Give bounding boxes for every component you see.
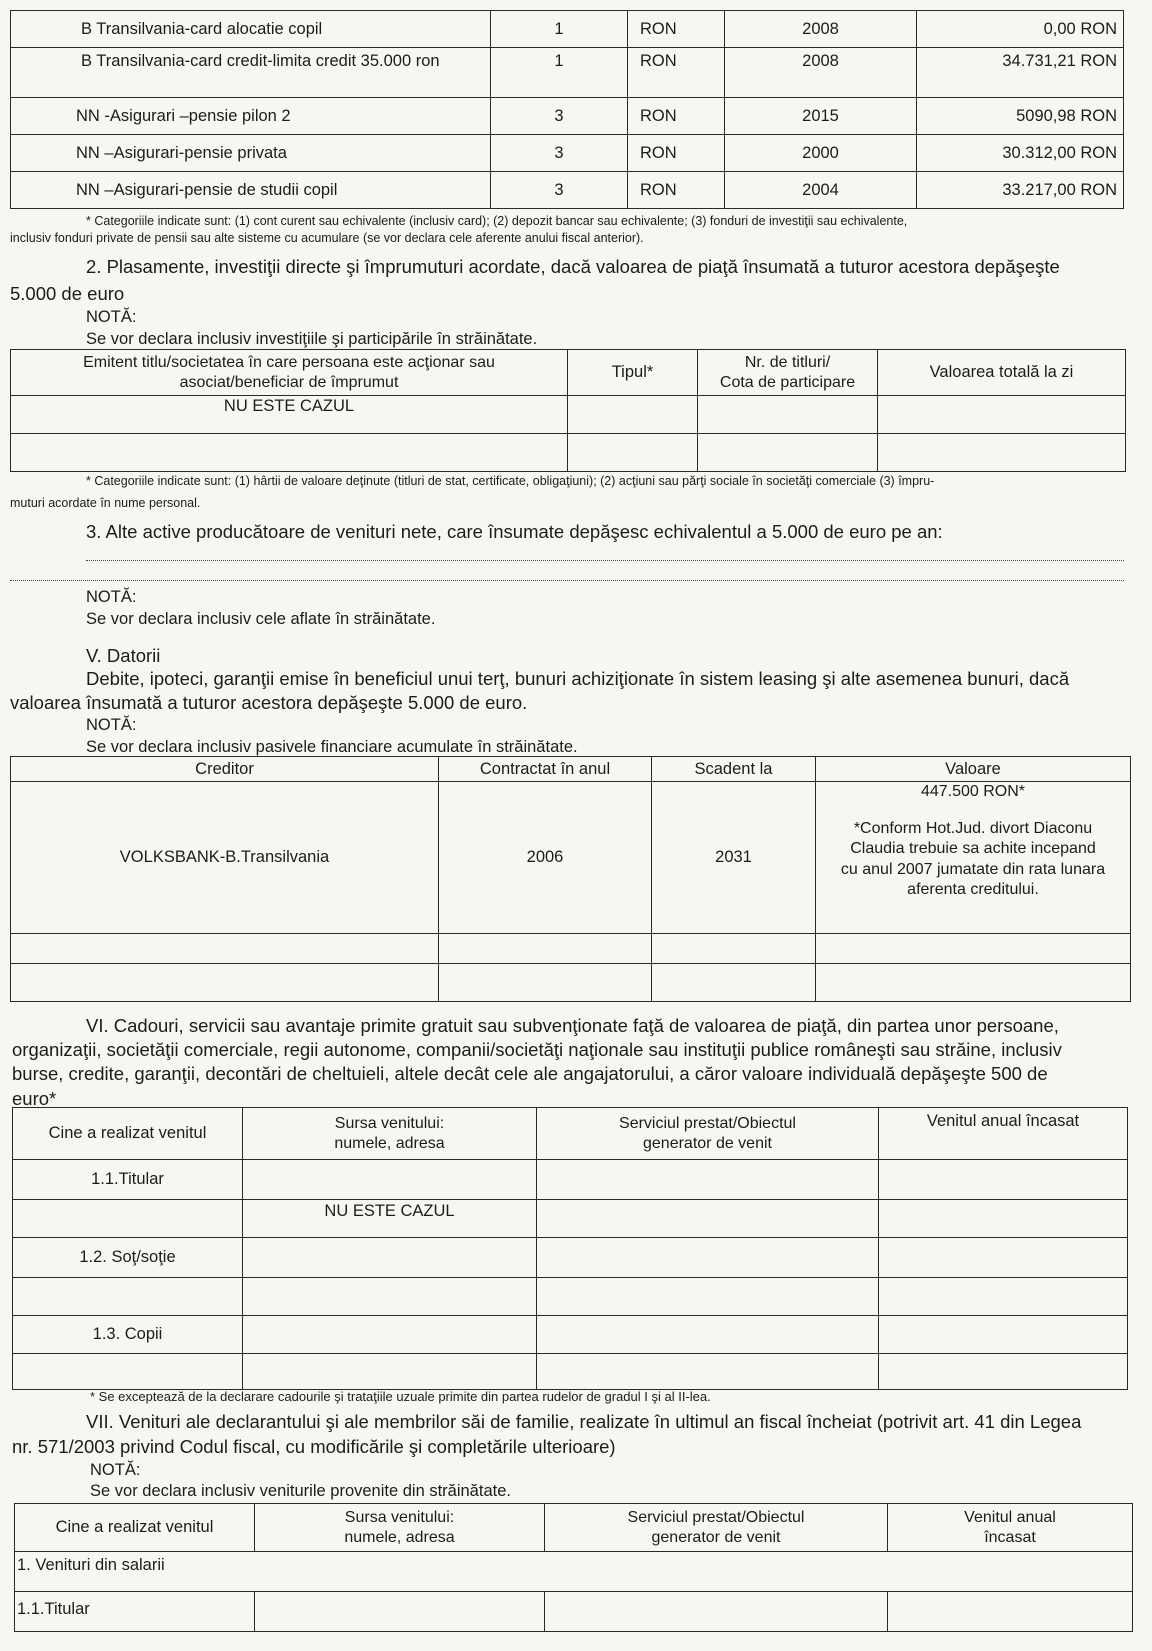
- count-column-header: [698, 350, 878, 396]
- section3-heading: 3. Alte active producătoare de venituri nete, care însumate depăşesc echivalentul a 5.000 de euro pe an:: [86, 521, 943, 542]
- issuer-column-header: [11, 350, 568, 396]
- empty-cell: [439, 964, 652, 1002]
- income-header-line1: Venitul anual: [964, 1508, 1056, 1526]
- service-header-line2: generator de venit: [643, 1134, 772, 1152]
- gifts-footnote: * Se exceptează de la declarare cadourile şi trataţiile uzuale primite din partea rudelor de gradul I şi al II-lea.: [90, 1389, 711, 1404]
- category-cell: 3: [491, 135, 628, 172]
- section-vii-heading-line2: nr. 571/2003 privind Codul fiscal, cu modificările şi completările ulterioare): [12, 1436, 616, 1457]
- year-cell: 2008: [725, 48, 917, 98]
- institution-cell: NN -Asigurari –pensie pilon 2: [11, 98, 491, 135]
- currency-cell: RON: [628, 172, 725, 209]
- creditor-column-header: Creditor: [11, 757, 439, 782]
- debt-note-line1: *Conform Hot.Jud. divort Diaconu: [853, 819, 1093, 837]
- empty-cell: [243, 1316, 537, 1354]
- debt-value-cell: [816, 782, 1131, 934]
- currency-cell: RON: [628, 98, 725, 135]
- institution-cell: B Transilvania-card alocatie copil: [11, 11, 491, 48]
- currency-cell: RON: [628, 48, 725, 98]
- section-vii-heading-line1: VII. Venituri ale declarantului şi ale membrilor săi de familie, realizate în ultimul an fiscal încheiat (potrivit art. 41 din Legea: [86, 1411, 1082, 1432]
- table-row: [15, 1504, 1133, 1552]
- contract-year-column-header: Contractat în anul: [439, 757, 652, 782]
- service-header-line2: generator de venit: [651, 1528, 781, 1546]
- table-row: [11, 172, 1124, 209]
- empty-cell: [13, 1200, 243, 1238]
- holder-row-label: 1.1.Titular: [15, 1592, 255, 1632]
- table-row: [13, 1354, 1128, 1390]
- dotted-line: [10, 580, 1124, 581]
- value-column-header: Valoarea totală la zi: [878, 350, 1126, 396]
- balance-cell: 5090,98 RON: [917, 98, 1124, 135]
- empty-cell: [879, 1278, 1128, 1316]
- empty-cell: [816, 964, 1131, 1002]
- debt-note-line3: cu anul 2007 jumatate din rata lunara: [840, 860, 1106, 878]
- table-row: [13, 1278, 1128, 1316]
- empty-cell: [545, 1592, 888, 1632]
- table-row: [11, 135, 1124, 172]
- empty-cell: [888, 1592, 1133, 1632]
- no-case-cell: NU ESTE CAZUL: [11, 396, 568, 434]
- currency-cell: RON: [628, 135, 725, 172]
- empty-cell: [568, 434, 698, 472]
- gifts-table: [12, 1107, 1128, 1390]
- due-column-header: Scadent la: [652, 757, 816, 782]
- currency-cell: RON: [628, 11, 725, 48]
- debt-amount: 447.500 RON*: [920, 783, 1026, 800]
- empty-cell: [11, 434, 568, 472]
- balance-cell: 30.312,00 RON: [917, 135, 1124, 172]
- income-header-line2: încasat: [984, 1528, 1036, 1546]
- empty-cell: [652, 964, 816, 1002]
- investments-table: [10, 349, 1126, 472]
- empty-cell: [537, 1200, 879, 1238]
- salaries-row-label: 1. Venituri din salarii: [15, 1552, 1133, 1592]
- empty-cell: [243, 1238, 537, 1278]
- section-v-note-label: NOTĂ:: [86, 716, 137, 734]
- service-column-header: [537, 1108, 879, 1160]
- accounts-footnote-line1: * Categoriile indicate sunt: (1) cont curent sau echivalente (inclusiv card); (2) depozit bancar sau echivalente; (3) fonduri de investiţii sau echivalente,: [86, 214, 908, 228]
- children-row-label: 1.3. Copii: [13, 1316, 243, 1354]
- empty-cell: [537, 1238, 879, 1278]
- source-column-header: [243, 1108, 537, 1160]
- section-vii-note-text: Se vor declara inclusiv veniturile provenite din străinătate.: [90, 1482, 511, 1500]
- empty-cell: [879, 1238, 1128, 1278]
- table-row: [13, 1200, 1128, 1238]
- due-cell: 2031: [652, 782, 816, 934]
- empty-cell: [878, 434, 1126, 472]
- creditor-cell: VOLKSBANK-B.Transilvania: [11, 782, 439, 934]
- empty-cell: [13, 1278, 243, 1316]
- empty-cell: [537, 1316, 879, 1354]
- investments-footnote-line2: muturi acordate în nume personal.: [10, 496, 201, 510]
- source-column-header: [255, 1504, 545, 1552]
- section-vii-note-label: NOTĂ:: [90, 1461, 141, 1479]
- table-row: [13, 1160, 1128, 1200]
- count-header-line2: Cota de participare: [719, 373, 856, 391]
- source-header-line2: numele, adresa: [334, 1134, 445, 1152]
- section3-note-label: NOTĂ:: [86, 588, 137, 606]
- empty-cell: [13, 1354, 243, 1390]
- source-header-line1: Sursa venitului:: [344, 1508, 455, 1526]
- empty-cell: [698, 434, 878, 472]
- table-row: [11, 757, 1131, 782]
- empty-cell: [698, 396, 878, 434]
- table-row: [15, 1552, 1133, 1592]
- who-column-header: Cine a realizat venitul: [13, 1108, 243, 1160]
- service-header-line1: Serviciul prestat/Obiectul: [619, 1114, 796, 1132]
- balance-cell: 33.217,00 RON: [917, 172, 1124, 209]
- empty-cell: [439, 934, 652, 964]
- source-header-line2: numele, adresa: [344, 1528, 455, 1546]
- table-row: [11, 396, 1126, 434]
- section-v-note-text: Se vor declara inclusiv pasivele financiare acumulate în străinătate.: [86, 738, 578, 756]
- empty-cell: [879, 1160, 1128, 1200]
- year-cell: 2008: [725, 11, 917, 48]
- table-row: [11, 48, 1124, 98]
- section-vi-heading-line2: organizaţii, societăţii comerciale, regii autonome, companii/societăţi naţionale sau instituţii publice româneşti sau străine, inclusiv: [12, 1039, 1062, 1060]
- empty-cell: [879, 1316, 1128, 1354]
- table-row: [13, 1108, 1128, 1160]
- empty-cell: [879, 1354, 1128, 1390]
- empty-cell: [816, 934, 1131, 964]
- section-v-title: V. Datorii: [86, 645, 161, 666]
- table-row: [11, 11, 1124, 48]
- empty-cell: [878, 396, 1126, 434]
- section2-note-label: NOTĂ:: [86, 308, 137, 326]
- section3-note-text: Se vor declara inclusiv cele aflate în străinătate.: [86, 610, 436, 628]
- empty-cell: [537, 1354, 879, 1390]
- section2-heading-line1: 2. Plasamente, investiţii directe şi împrumuturi acordate, dacă valoarea de piaţă însumată a tuturor acestora depăşeşte: [86, 256, 1060, 277]
- source-header-line1: Sursa venitului:: [334, 1114, 445, 1132]
- count-header-line1: Nr. de titluri/: [744, 353, 831, 371]
- debts-table: [10, 756, 1131, 1002]
- category-cell: 3: [491, 98, 628, 135]
- table-row: [11, 98, 1124, 135]
- table-row: [11, 434, 1126, 472]
- no-case-cell: NU ESTE CAZUL: [243, 1200, 537, 1238]
- empty-cell: [879, 1200, 1128, 1238]
- accounts-footnote-line2: inclusiv fonduri private de pensii sau alte sisteme cu acumulare (se vor declara cele aferente anului fiscal anterior).: [10, 231, 644, 245]
- empty-cell: [243, 1354, 537, 1390]
- empty-cell: [652, 934, 816, 964]
- table-row: [13, 1316, 1128, 1354]
- service-column-header: [545, 1504, 888, 1552]
- year-cell: 2004: [725, 172, 917, 209]
- table-row: [11, 964, 1131, 1002]
- section-v-text-line1: Debite, ipoteci, garanţii emise în beneficiul unui terţ, bunuri achiziţionate în sistem leasing şi alte asemenea bunuri, dacă: [86, 668, 1070, 689]
- institution-cell: NN –Asigurari-pensie privata: [11, 135, 491, 172]
- spouse-row-label: 1.2. Soţ/soţie: [13, 1238, 243, 1278]
- empty-cell: [243, 1278, 537, 1316]
- empty-cell: [11, 964, 439, 1002]
- investments-footnote-line1: * Categoriile indicate sunt: (1) hârtii de valoare deţinute (titluri de stat, certificate, obligaţiuni); (2) acţiuni sau părţi sociale în societăţi comerciale (3) împru-: [86, 474, 935, 488]
- service-header-line1: Serviciul prestat/Obiectul: [627, 1508, 805, 1526]
- institution-cell: B Transilvania-card credit-limita credit 35.000 ron: [11, 48, 491, 98]
- value-column-header: Valoare: [816, 757, 1131, 782]
- table-row: [11, 350, 1126, 396]
- type-column-header: Tipul*: [568, 350, 698, 396]
- empty-cell: [537, 1278, 879, 1316]
- category-cell: 3: [491, 172, 628, 209]
- debt-note-line4: aferenta creditului.: [907, 881, 1039, 898]
- year-cell: 2000: [725, 135, 917, 172]
- table-row: [11, 934, 1131, 964]
- empty-cell: [537, 1160, 879, 1200]
- accounts-table: [10, 10, 1124, 209]
- income-column-header: Venitul anual încasat: [879, 1108, 1128, 1160]
- section2-note-text: Se vor declara inclusiv investiţiile şi participările în străinătate.: [86, 330, 538, 348]
- institution-cell: NN –Asigurari-pensie de studii copil: [11, 172, 491, 209]
- section-vi-heading-line4: euro*: [12, 1088, 57, 1109]
- issuer-header-line2: asociat/beneficiar de împrumut: [179, 373, 399, 391]
- empty-cell: [243, 1160, 537, 1200]
- income-table: [14, 1503, 1133, 1632]
- empty-cell: [255, 1592, 545, 1632]
- section-v-text-line2: valoarea însumată a tuturor acestora depăşeşte 5.000 de euro.: [10, 692, 528, 713]
- empty-cell: [568, 396, 698, 434]
- empty-cell: [11, 934, 439, 964]
- issuer-header-line1: Emitent titlu/societatea în care persoana este acţionar sau: [83, 353, 495, 371]
- contract-year-cell: 2006: [439, 782, 652, 934]
- section-vi-heading-line1: VI. Cadouri, servicii sau avantaje primite gratuit sau subvenţionate faţă de valoarea de piaţă, din partea unor persoane,: [86, 1015, 1059, 1036]
- section2-heading-line2: 5.000 de euro: [10, 283, 125, 304]
- holder-row-label: 1.1.Titular: [13, 1160, 243, 1200]
- debt-note-line2: Claudia trebuie sa achite incepand: [850, 840, 1096, 857]
- category-cell: 1: [491, 11, 628, 48]
- balance-cell: 0,00 RON: [917, 11, 1124, 48]
- who-column-header: Cine a realizat venitul: [15, 1504, 255, 1552]
- category-cell: 1: [491, 48, 628, 98]
- year-cell: 2015: [725, 98, 917, 135]
- table-row: [11, 782, 1131, 934]
- income-column-header: [888, 1504, 1133, 1552]
- section-vi-heading-line3: burse, credite, garanţii, decontări de cheltuieli, altele decât cele ale angajatorului, a căror valoare individuală depăşeşte 500 de: [12, 1063, 1048, 1084]
- table-row: [13, 1238, 1128, 1278]
- table-row: [15, 1592, 1133, 1632]
- balance-cell: 34.731,21 RON: [917, 48, 1124, 98]
- dotted-line: [86, 560, 1124, 561]
